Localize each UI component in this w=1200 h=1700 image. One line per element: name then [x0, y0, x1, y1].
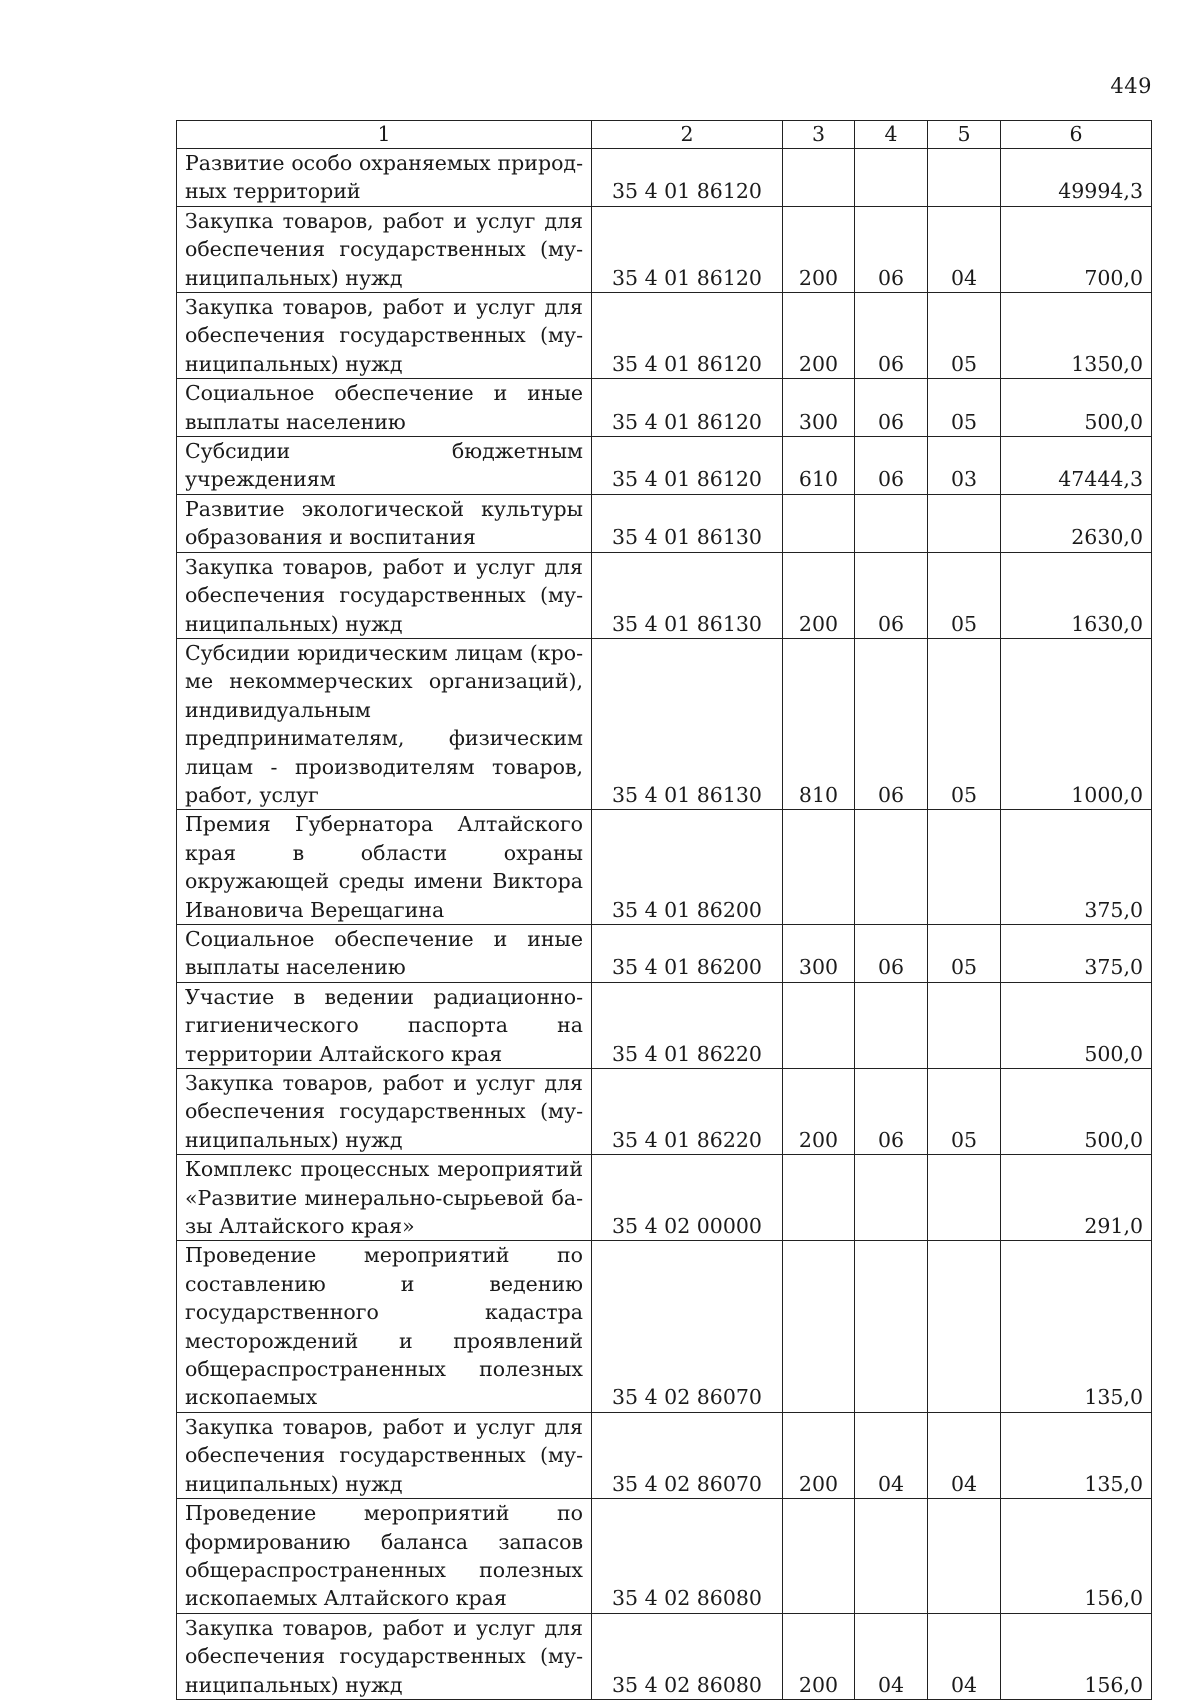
row-amount: 500,0 [1001, 1069, 1152, 1155]
row-subsection: 04 [928, 206, 1001, 292]
row-subsection: 05 [928, 1069, 1001, 1155]
row-amount: 1630,0 [1001, 552, 1152, 638]
row-section: 06 [855, 924, 928, 982]
row-section [855, 149, 928, 207]
row-expense-type [783, 1241, 855, 1412]
row-amount: 49994,3 [1001, 149, 1152, 207]
row-amount: 1000,0 [1001, 638, 1152, 809]
row-section: 06 [855, 552, 928, 638]
row-code: 35 4 02 86080 [592, 1613, 783, 1699]
row-section: 04 [855, 1412, 928, 1498]
row-amount: 47444,3 [1001, 437, 1152, 495]
row-code: 35 4 01 86120 [592, 379, 783, 437]
table-body [177, 149, 1152, 1700]
row-amount: 375,0 [1001, 924, 1152, 982]
table-row [177, 494, 1152, 552]
table-row [177, 437, 1152, 495]
row-amount: 135,0 [1001, 1241, 1152, 1412]
header-col-1: 1 [177, 121, 592, 149]
row-name: Закупка товаров, работ и услуг для обеспечения государственных (муниципальных) нужд [177, 1412, 592, 1498]
row-name: Закупка товаров, работ и услуг для обеспечения государственных (муниципальных) нужд [177, 1613, 592, 1699]
header-col-6: 6 [1001, 121, 1152, 149]
row-subsection: 05 [928, 552, 1001, 638]
row-expense-type: 200 [783, 206, 855, 292]
row-name: Социальное обеспечение и иные выплаты населению [177, 924, 592, 982]
row-expense-type: 300 [783, 924, 855, 982]
table-row [177, 810, 1152, 925]
row-code: 35 4 01 86120 [592, 437, 783, 495]
row-section [855, 1241, 928, 1412]
row-section: 06 [855, 379, 928, 437]
row-code: 35 4 01 86200 [592, 810, 783, 925]
table-row [177, 1613, 1152, 1699]
row-code: 35 4 01 86130 [592, 638, 783, 809]
row-name: Субсидии бюджетным учреждениям [177, 437, 592, 495]
row-amount: 2630,0 [1001, 494, 1152, 552]
row-code: 35 4 02 86070 [592, 1412, 783, 1498]
row-amount: 156,0 [1001, 1613, 1152, 1699]
row-name: Закупка товаров, работ и услуг для обеспечения государственных (муниципальных) нужд [177, 1069, 592, 1155]
row-expense-type: 610 [783, 437, 855, 495]
row-name: Проведение мероприятий по формированию баланса запасов общераспространенных полезных ископаемых Алтайского края [177, 1499, 592, 1614]
row-subsection: 05 [928, 638, 1001, 809]
row-expense-type: 300 [783, 379, 855, 437]
row-section [855, 1499, 928, 1614]
row-expense-type [783, 982, 855, 1068]
row-code: 35 4 01 86220 [592, 1069, 783, 1155]
row-amount: 500,0 [1001, 379, 1152, 437]
row-subsection: 04 [928, 1412, 1001, 1498]
header-col-3: 3 [783, 121, 855, 149]
row-subsection [928, 149, 1001, 207]
table-header-row [177, 121, 1152, 149]
header-col-5: 5 [928, 121, 1001, 149]
row-amount: 375,0 [1001, 810, 1152, 925]
row-name: Премия Губернатора Алтайского края в области охраны окружающей среды имени Виктора Ивановича Верещагина [177, 810, 592, 925]
header-col-2: 2 [592, 121, 783, 149]
row-subsection [928, 1499, 1001, 1614]
row-subsection: 04 [928, 1613, 1001, 1699]
table-row [177, 638, 1152, 809]
row-section [855, 494, 928, 552]
row-expense-type: 810 [783, 638, 855, 809]
row-code: 35 4 01 86120 [592, 206, 783, 292]
table-row [177, 206, 1152, 292]
table-row [177, 379, 1152, 437]
row-section [855, 1155, 928, 1241]
row-subsection [928, 1155, 1001, 1241]
row-section: 06 [855, 293, 928, 379]
row-code: 35 4 01 86120 [592, 293, 783, 379]
row-name: Развитие экологической культуры образования и воспитания [177, 494, 592, 552]
table-row [177, 149, 1152, 207]
table-row [177, 1412, 1152, 1498]
row-section [855, 982, 928, 1068]
row-subsection: 03 [928, 437, 1001, 495]
row-amount: 1350,0 [1001, 293, 1152, 379]
row-name: Социальное обеспечение и иные выплаты населению [177, 379, 592, 437]
row-expense-type [783, 494, 855, 552]
row-amount: 135,0 [1001, 1412, 1152, 1498]
row-code: 35 4 02 00000 [592, 1155, 783, 1241]
row-code: 35 4 01 86200 [592, 924, 783, 982]
table-row [177, 924, 1152, 982]
table-row [177, 293, 1152, 379]
table-row [177, 552, 1152, 638]
row-subsection [928, 982, 1001, 1068]
row-subsection [928, 494, 1001, 552]
row-name: Участие в ведении радиационно-гигиенического паспорта на территории Алтайского края [177, 982, 592, 1068]
row-code: 35 4 02 86070 [592, 1241, 783, 1412]
page-number: 449 [1110, 74, 1152, 98]
row-amount: 291,0 [1001, 1155, 1152, 1241]
row-expense-type: 200 [783, 1613, 855, 1699]
table-row [177, 1155, 1152, 1241]
row-section: 06 [855, 638, 928, 809]
row-subsection: 05 [928, 293, 1001, 379]
table-row [177, 982, 1152, 1068]
row-expense-type: 200 [783, 1412, 855, 1498]
row-name: Комплекс процессных мероприятий «Развитие минерально-сырьевой базы Алтайского края» [177, 1155, 592, 1241]
table-row [177, 1069, 1152, 1155]
row-expense-type: 200 [783, 1069, 855, 1155]
row-section: 04 [855, 1613, 928, 1699]
row-section: 06 [855, 437, 928, 495]
row-subsection: 05 [928, 379, 1001, 437]
row-name: Закупка товаров, работ и услуг для обеспечения государственных (муниципальных) нужд [177, 552, 592, 638]
header-col-4: 4 [855, 121, 928, 149]
row-code: 35 4 01 86130 [592, 494, 783, 552]
row-amount: 700,0 [1001, 206, 1152, 292]
row-code: 35 4 01 86220 [592, 982, 783, 1068]
row-code: 35 4 01 86130 [592, 552, 783, 638]
row-expense-type: 200 [783, 293, 855, 379]
row-subsection [928, 810, 1001, 925]
row-name: Развитие особо охраняемых природных территорий [177, 149, 592, 207]
row-expense-type: 200 [783, 552, 855, 638]
row-expense-type [783, 1155, 855, 1241]
row-name: Проведение мероприятий по составлению и ведению государственного кадастра месторождений и проявлений общераспространенных полезных ископаемых [177, 1241, 592, 1412]
row-name: Закупка товаров, работ и услуг для обеспечения государственных (муниципальных) нужд [177, 293, 592, 379]
row-name: Субсидии юридическим лицам (кроме некоммерческих организаций), индивидуальным предпринимателям, физическим лицам - производителям товаров, работ, услуг [177, 638, 592, 809]
row-section [855, 810, 928, 925]
table-row [177, 1499, 1152, 1614]
row-subsection [928, 1241, 1001, 1412]
row-name: Закупка товаров, работ и услуг для обеспечения государственных (муниципальных) нужд [177, 206, 592, 292]
budget-table [176, 120, 1152, 1700]
row-expense-type [783, 810, 855, 925]
row-code: 35 4 01 86120 [592, 149, 783, 207]
row-subsection: 05 [928, 924, 1001, 982]
table-row [177, 1241, 1152, 1412]
row-section: 06 [855, 1069, 928, 1155]
row-amount: 500,0 [1001, 982, 1152, 1068]
row-code: 35 4 02 86080 [592, 1499, 783, 1614]
row-expense-type [783, 149, 855, 207]
row-section: 06 [855, 206, 928, 292]
row-amount: 156,0 [1001, 1499, 1152, 1614]
row-expense-type [783, 1499, 855, 1614]
